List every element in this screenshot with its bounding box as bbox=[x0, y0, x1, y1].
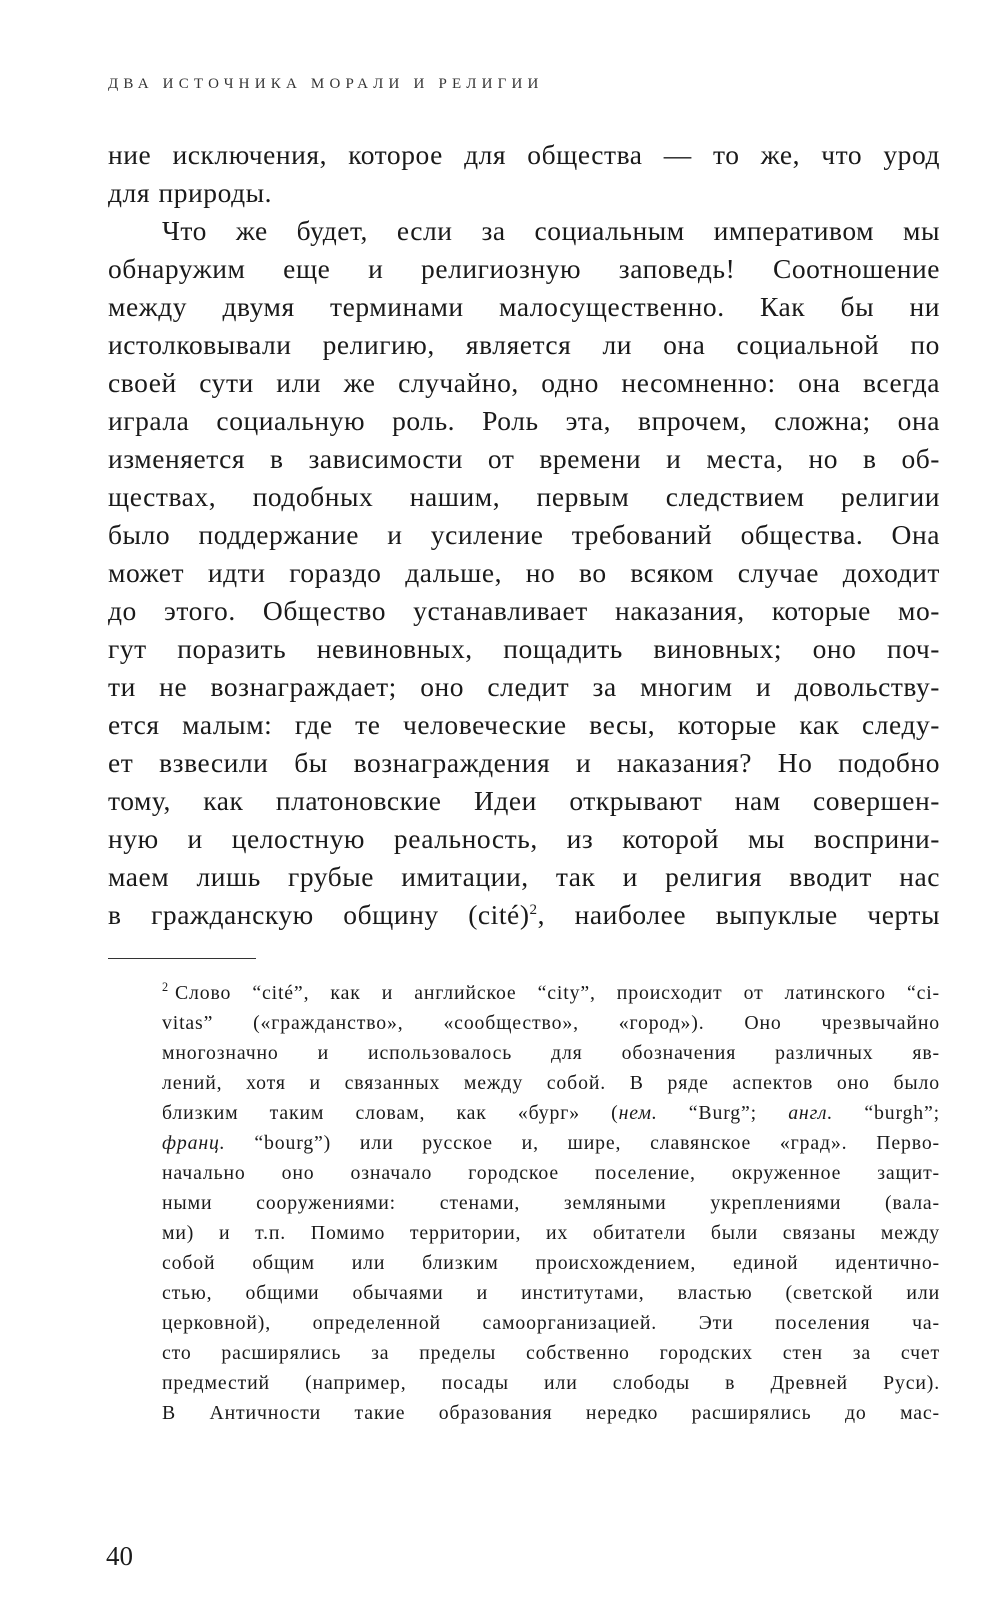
text-line: тому, как платоновские Идеи открывают нам совершен- bbox=[108, 785, 940, 816]
text-line: ние исключения, которое для общества — то же, что урод bbox=[108, 139, 940, 170]
running-head: ДВА ИСТОЧНИКА МОРАЛИ И РЕЛИГИИ bbox=[108, 76, 544, 92]
footnote-separator bbox=[108, 958, 256, 959]
text-line: ет взвесили бы вознаграждения и наказания? Но подобно bbox=[108, 747, 940, 778]
text-fragment: в гражданскую общину (cité) bbox=[108, 899, 530, 930]
footnote-line: собой общим или близким происхождением, единой идентично- bbox=[162, 1252, 940, 1274]
footnote-line: многозначно и использовалось для обозначения различных яв- bbox=[162, 1042, 940, 1064]
abbreviation-german: нем. bbox=[618, 1102, 658, 1124]
footnote-text: “Burg”; bbox=[657, 1102, 789, 1124]
footnote-line bbox=[108, 1098, 940, 1128]
footnote-text: близким таким словам, как «бург» ( bbox=[162, 1102, 619, 1124]
text-line: до этого. Общество устанавливает наказания, которые мо- bbox=[108, 595, 940, 626]
footnote-line: предместий (например, посады или слободы в Древней Руси). bbox=[162, 1372, 940, 1394]
abbreviation-english: англ. bbox=[788, 1102, 834, 1124]
footnote-number: 2 bbox=[162, 980, 169, 995]
footnote-text: “bourg”) или русское и, шире, славянское «град». Перво- bbox=[225, 1132, 940, 1154]
footnote-line: ми) и т.п. Помимо территории, их обитатели были связаны между bbox=[162, 1222, 940, 1244]
text-line: между двумя терминами малосущественно. Как бы ни bbox=[108, 291, 940, 322]
text-fragment: , наиболее выпуклые черты bbox=[537, 899, 940, 930]
footnote-line: лений, хотя и связанных между собой. В ряде аспектов оно было bbox=[162, 1072, 940, 1094]
text-line: гут поразить невиновных, пощадить виновных; оно поч- bbox=[108, 633, 940, 664]
text-line: своей сути или же случайно, одно несомненно: она всегда bbox=[108, 367, 940, 398]
main-text bbox=[108, 136, 940, 934]
footnote-text: “burgh”; bbox=[833, 1102, 940, 1124]
text-line: ществах, подобных нашим, первым следствием религии bbox=[108, 481, 940, 512]
text-line: обнаружим еще и религиозную заповедь! Соотношение bbox=[108, 253, 940, 284]
text-line: может идти гораздо дальше, но во всяком случае доходит bbox=[108, 557, 940, 588]
text-line: было поддержание и усиление требований общества. Она bbox=[108, 519, 940, 550]
page-number: 40 bbox=[106, 1541, 133, 1571]
text-line: играла социальную роль. Роль эта, впрочем, сложна; она bbox=[108, 405, 940, 436]
text-line: для природы. bbox=[108, 177, 273, 208]
text-line: изменяется в зависимости от времени и места, но в об- bbox=[108, 443, 940, 474]
footnote-line: церковной), определенной самоорганизацией. Эти поселения ча- bbox=[162, 1312, 940, 1334]
footnote bbox=[108, 978, 940, 1428]
footnote-line: В Античности такие образования нередко расширялись до мас- bbox=[162, 1402, 940, 1424]
footnote-line: стью, общими обычаями и институтами, властью (светской или bbox=[162, 1282, 940, 1304]
footnote-reference: 2 bbox=[529, 901, 538, 918]
footnote-line: начально оно означало городское поселение, окруженное защит- bbox=[162, 1162, 940, 1184]
footnote-text: Слово “cité”, как и английское “city”, происходит от латинского “ci- bbox=[174, 982, 940, 1004]
text-line: ную и целостную реальность, из которой мы восприни- bbox=[108, 823, 940, 854]
footnote-line bbox=[108, 978, 940, 1008]
footnote-line bbox=[108, 1128, 940, 1158]
footnote-line: сто расширялись за пределы собственно городских стен за счет bbox=[162, 1342, 940, 1364]
text-line: ти не вознаграждает; оно следит за многим и довольству- bbox=[108, 671, 940, 702]
text-line-with-note-ref bbox=[108, 896, 940, 934]
text-line: истолковывали религию, является ли она социальной по bbox=[108, 329, 940, 360]
footnote-line: vitas” («гражданство», «сообщество», «город»). Оно чрезвычайно bbox=[162, 1012, 940, 1034]
text-line: маем лишь грубые имитации, так и религия вводит нас bbox=[108, 861, 940, 892]
abbreviation-french: франц. bbox=[162, 1132, 226, 1154]
footnote-line: ными сооружениями: стенами, земляными укреплениями (вала- bbox=[162, 1192, 940, 1214]
text-line: ется малым: где те человеческие весы, которые как следу- bbox=[108, 709, 940, 740]
text-line: Что же будет, если за социальным императивом мы bbox=[162, 215, 940, 246]
